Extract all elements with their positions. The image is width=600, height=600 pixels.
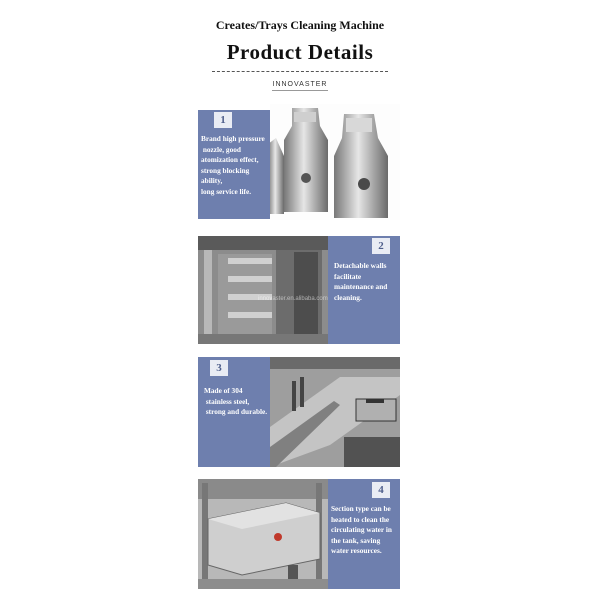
section-description-1: Brand high pressure nozzle, good atomization effect, strong blocking ability, long service life. — [201, 134, 265, 196]
nozzle-photo — [270, 104, 400, 220]
watermark: innovaster.en.alibaba.com — [258, 296, 328, 302]
section-description-3: Made of 304 stainless steel, strong and durable. — [204, 386, 268, 417]
section-number-2: 2 — [372, 238, 390, 254]
steel-frame-photo — [270, 357, 400, 467]
brand-underline — [272, 90, 328, 91]
brand-logo: INNOVASTER — [272, 81, 328, 88]
section-number-4: 4 — [372, 482, 390, 498]
section-description-4: Section type can be heated to clean the circulating water in the tank, saving water resources. — [331, 504, 392, 556]
section-number-3: 3 — [210, 360, 228, 376]
header-divider — [212, 71, 388, 72]
heated-tank-photo — [198, 479, 328, 589]
washer-interior-photo — [198, 236, 328, 344]
section-number-1: 1 — [214, 112, 232, 128]
page-title: Product Details — [226, 40, 374, 64]
page-subtitle: Creates/Trays Cleaning Machine — [215, 18, 385, 32]
section-description-2: Detachable walls facilitate maintenance and cleaning. — [334, 261, 388, 302]
